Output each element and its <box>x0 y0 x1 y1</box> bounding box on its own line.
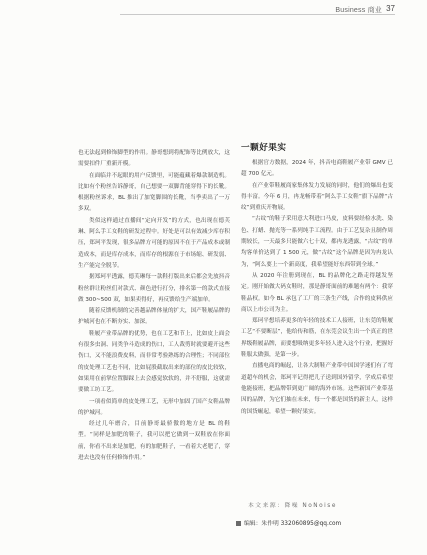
paragraph: 在产业带鞋履商家集体发力发展的同时，他们的爆出也变得丰富。今年 6 月，冉龙畅带着“阿么手工女鞋”旗下品牌“古纹”到重庆开物展。 <box>241 182 393 212</box>
paragraph: 从 2020 年注册到现在，BL 的品牌化之路走得越发坚定。刚开始做大码女鞋时，那是静哥面前的难题有两个：我穿鞋品权。如今 BL 承包了工厂的三条生产线，合作的皮料供应商以上市公司为主。 <box>241 272 393 313</box>
square-bullet-icon <box>236 521 241 526</box>
page-header <box>0 0 427 22</box>
article-source: 本文来源：降噪 NoNoise <box>248 503 337 509</box>
paragraph: 直播电商的崛起，让各大制鞋产业带中国国学迷们有了弯道超车的机会，郑珂平记得把儿子送到国外留学，学成后希望他能接班，把品牌带到更广阔的海外市场。这些新国产业带基因的品牌，为它们抽在未来，每一个都是国货的新主人，这样的国货崛起，希望一颗好果实。 <box>241 363 393 415</box>
paragraph: 经过几年磨合，目前静哥最骄傲的地方是 BL 的鞋型。“同样是加肥的鞋子，我可以把它做到一双鞋放在你面前，你看不出来是加肥，有的加肥鞋子，一看着大老肥了，穿进去也没有任何修饰作用。” <box>78 421 230 462</box>
paragraph: 据郑珂平透露，德芙琳每一款鞋打版出来后都会先放抖音粉丝群让粉丝们对款式、颜色进行打分，排名第一的款式直接做 300~500 双，如果卖得好，再反馈给生产端加单。 <box>78 274 230 303</box>
paragraph: 鞋履产业带品牌的优势，也在工艺和节上，比如皮上面会有很多虫洞、同类争斗造成的伤口，工人裁剪时就要避开这些伤口，又不能浪费皮料，而非常考验熟练的合理性；不同部位的皮处理工艺也不同，比如屁股截取出来的部位的皮比较软，如果用在前掌位置脚踩上去会感觉软软的，并不舒服，这就需要做工坊工艺。 <box>78 330 230 394</box>
left-column <box>78 148 230 464</box>
paragraph: 在面临并不起眼的用户反馈里，可能蕴藏着爆款制造机。比如有个粉丝告诉静哥，自己想要一双脚背能穿得下的长靴。根据粉丝诉求，BL 推出了加宽脚围的长靴，当季卖出了一万多双。 <box>78 172 230 213</box>
paragraph: 根据官方数据，2024 年，抖音电商鞋履产业带 GMV 已超 700 亿元。 <box>241 160 393 178</box>
paragraph: 郑珂平想培养更多的年轻的技术工人接班，让东莞的鞋履工艺“不要断层”，他给传和筋，在东莞会议生出一个真正的世界级鞋履品牌，而要想吸纳更多年轻人进入这个行业，把握好鞋服太做强，是第一步。 <box>241 318 393 359</box>
magazine-name: Business <box>335 7 366 14</box>
section-heading: 一颗好果实 <box>241 143 287 153</box>
paragraph: 也无法起到修饰脚型的作用。静哥想到将配饰等比例放大，这需要扣件厂重新开模。 <box>78 150 230 168</box>
section-name: 商业 <box>367 7 382 14</box>
right-column <box>241 158 393 418</box>
paragraph: “古纹”的鞋子采用意大利进口马皮，皮料要经检水洗、染色、打蜡、抛光等一系列纯手工流程。由于工艺复杂且制作周期较长，一天最多只能做六七十双，都冉龙透露，“古纹”的单均客单价达到了 1 500 元，做“古纹”这个品牌是因为冉龙认为，“阿么要上一个新高度，我希望能好东西带到全球。” <box>241 216 393 268</box>
header-rule <box>120 14 395 15</box>
editor-credit: 编辑：朱作明 332060895@qq.com <box>244 521 342 527</box>
paragraph: 一项看似简单的皮处理工艺，无形中加固了国产女鞋品牌的护城河。 <box>78 398 230 416</box>
page-footer <box>236 518 341 527</box>
page-number: 37 <box>386 4 395 13</box>
paragraph: 类似这样通过直播间“定向开发”的方式，也出现在德芙琳、阿么手工女鞋的研发过程中。好处是可以有效减少库存积压，郑珂平发现，很多品牌方可能的原因不在于产品成本或制造成本，而是库存成本，而库存的根源在于市场缩、研发弱、生产能完全脱节。 <box>78 217 230 269</box>
paragraph: 随着反馈机制的完善越品牌体量的扩大，国产鞋履品牌的护城河也在不断夯实、加深。 <box>78 308 230 326</box>
